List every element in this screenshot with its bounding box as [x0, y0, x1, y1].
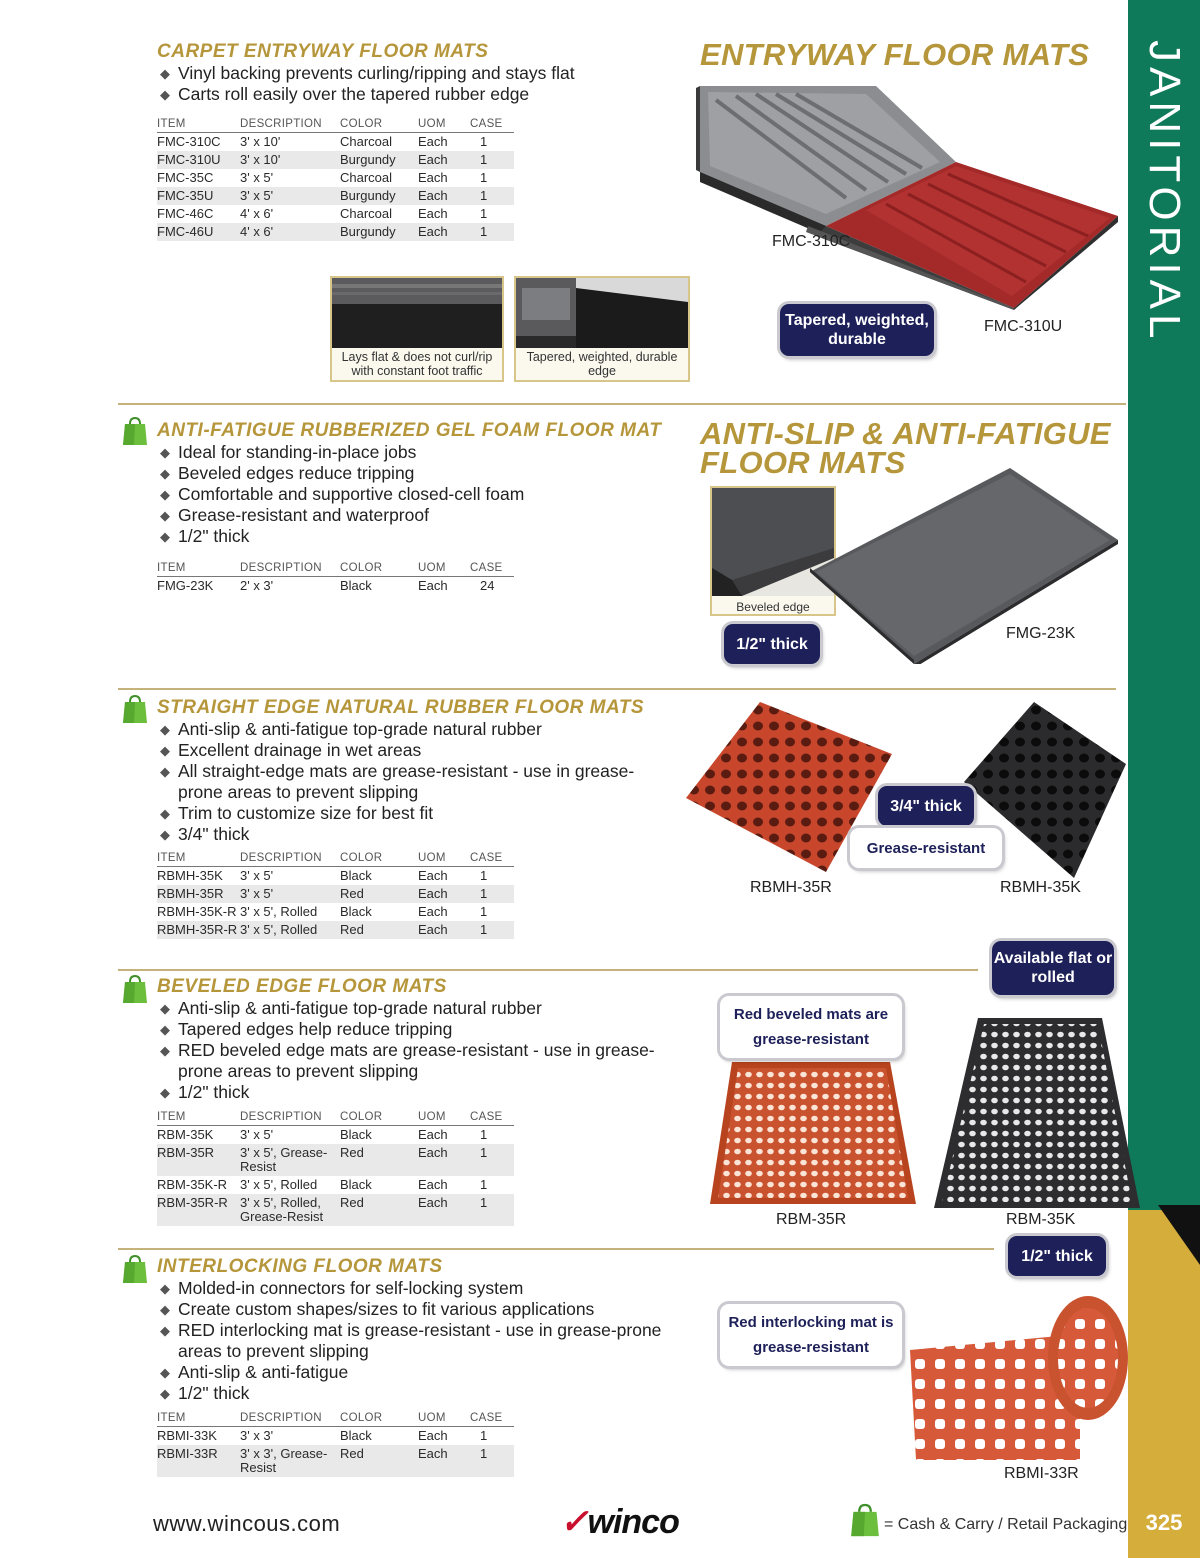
cell-uom: Each — [418, 885, 470, 903]
table-row — [157, 1427, 514, 1446]
table-row — [157, 133, 514, 152]
cell-color: Burgundy — [340, 223, 418, 241]
cell-item: RBMH-35R — [157, 885, 240, 903]
table-row — [157, 903, 514, 921]
red-beveled-mat-image — [710, 1058, 916, 1206]
cell-case: 24 — [480, 578, 495, 593]
list-item: ◆ Create custom shapes/sizes to fit various applications — [158, 1299, 678, 1320]
cell-uom: Each — [418, 170, 448, 185]
interlocking-spec-table — [157, 1410, 514, 1477]
cell-item: RBMH-35K-R — [157, 904, 237, 919]
col-case: CASE — [470, 850, 514, 867]
straight-bullets — [158, 719, 648, 845]
list-item: ◆ All straight-edge mats are grease-resistant - use in grease-prone areas to prevent slipping — [158, 761, 648, 803]
label-rbm-35k: RBM-35K — [1006, 1211, 1076, 1228]
beveled-edge-caption: Beveled edge — [736, 600, 810, 614]
col-color: COLOR — [340, 116, 418, 133]
tapered-edge-image — [516, 278, 688, 348]
cell-color: Red — [340, 1445, 418, 1477]
carpet-spec-table — [157, 116, 514, 241]
straight-spec-table — [157, 850, 514, 939]
label-rbmh-35k: RBMH-35K — [1000, 879, 1081, 896]
flat-or-rolled-badge: Available flat or rolled — [992, 941, 1114, 995]
red-beveled-grease-badge: Red beveled mats are grease-resistant — [720, 996, 902, 1058]
cell-desc: 3' x 10' — [240, 151, 340, 169]
cell-item: RBM-35R — [157, 1144, 240, 1176]
col-item: ITEM — [157, 1109, 240, 1126]
entryway-mats-image — [696, 86, 1118, 310]
list-item: ◆ Ideal for standing-in-place jobs — [158, 442, 678, 463]
cell-case: 1 — [480, 904, 488, 919]
cell-color: Black — [340, 904, 372, 919]
interlocking-mat-image — [910, 1294, 1128, 1460]
list-item: ◆ RED beveled edge mats are grease-resistant - use in grease-prone areas to prevent slipping — [158, 1040, 658, 1082]
carpet-detail-photo-2 — [514, 276, 690, 382]
table-row — [157, 151, 514, 169]
shopping-bag-icon — [850, 1502, 880, 1538]
cell-case: 1 — [470, 1144, 514, 1176]
cell-uom: Each — [418, 187, 470, 205]
cell-case: 1 — [480, 134, 488, 149]
cell-item: RBM-35K-R — [157, 1177, 228, 1192]
page-number: 325 — [1145, 1510, 1183, 1535]
interlocking-bullets — [158, 1278, 678, 1404]
cell-item: RBMI-33R — [157, 1445, 240, 1477]
col-case: CASE — [470, 116, 514, 133]
cell-desc: 3' x 5' — [240, 187, 340, 205]
cell-color: Charcoal — [340, 170, 393, 185]
cell-uom: Each — [418, 206, 448, 221]
cell-desc: 3' x 10' — [240, 134, 281, 149]
cell-case: 1 — [470, 921, 514, 939]
section-divider — [118, 969, 978, 971]
table-row — [157, 1176, 514, 1194]
category-title: JANITORIAL — [1140, 40, 1189, 344]
list-item: ◆ 3/4" thick — [158, 824, 648, 845]
section-divider — [118, 688, 1116, 690]
list-item: ◆ Comfortable and supportive closed-cell foam — [158, 484, 678, 505]
cell-desc: 3' x 5', Rolled — [240, 1177, 318, 1192]
beveled-section-title: BEVELED EDGE FLOOR MATS — [157, 976, 447, 997]
list-item: ◆ Carts roll easily over the tapered rubber edge — [158, 84, 678, 105]
col-description: DESCRIPTION — [240, 116, 340, 133]
col-item: ITEM — [157, 850, 240, 867]
list-item: ◆ 1/2" thick — [158, 1383, 678, 1404]
label-rbmi-33r: RBMI-33R — [1004, 1465, 1079, 1482]
cell-color: Charcoal — [340, 206, 393, 221]
cell-case: 1 — [470, 1445, 514, 1477]
col-item: ITEM — [157, 116, 240, 133]
cell-uom: Each — [418, 151, 470, 169]
col-uom: UOM — [418, 116, 470, 133]
cell-color: Red — [340, 1144, 418, 1176]
winco-logo-mark: ✓ — [560, 1503, 588, 1541]
cell-item: FMC-310C — [157, 134, 221, 149]
cell-desc: 3' x 5' — [240, 170, 274, 185]
col-item: ITEM — [157, 560, 240, 577]
table-row — [157, 1126, 514, 1145]
table-row — [157, 1445, 514, 1477]
gel-spec-table — [157, 560, 514, 595]
cell-uom: Each — [418, 223, 470, 241]
label-fmc-310u: FMC-310U — [984, 318, 1063, 335]
cell-item: RBMH-35R-R — [157, 921, 240, 939]
list-item: ◆ Anti-slip & anti-fatigue top-grade natural rubber — [158, 719, 648, 740]
col-case: CASE — [470, 1410, 514, 1427]
list-item: ◆ Molded-in connectors for self-locking system — [158, 1278, 678, 1299]
cell-uom: Each — [418, 1445, 470, 1477]
winco-logo — [560, 1502, 679, 1542]
sidebar-notch — [1158, 1205, 1200, 1265]
cell-uom: Each — [418, 578, 448, 593]
beveled-bullets — [158, 998, 658, 1103]
col-description: DESCRIPTION — [240, 1109, 340, 1126]
col-item: ITEM — [157, 1410, 240, 1427]
cell-case: 1 — [470, 223, 514, 241]
list-item: ◆ 1/2" thick — [158, 1082, 658, 1103]
cell-desc: 3' x 5', Grease-Resist — [240, 1144, 340, 1176]
table-row — [157, 187, 514, 205]
cell-item: FMC-35U — [157, 187, 240, 205]
three-quarter-inch-badge: 3/4" thick — [878, 786, 974, 826]
cell-desc: 2' x 3' — [240, 578, 274, 593]
col-case: CASE — [470, 1109, 514, 1126]
cell-uom: Each — [418, 904, 448, 919]
table-row — [157, 205, 514, 223]
cell-item: RBMH-35K — [157, 868, 223, 883]
cell-case: 1 — [470, 187, 514, 205]
entryway-title: ENTRYWAY FLOOR MATS — [700, 37, 1090, 72]
cell-case: 1 — [470, 151, 514, 169]
table-row — [157, 1144, 514, 1176]
shopping-bag-icon — [122, 416, 148, 446]
table-row — [157, 921, 514, 939]
list-item: ◆ 1/2" thick — [158, 526, 678, 547]
carpet-detail-photo-1 — [330, 276, 504, 382]
section-divider — [118, 403, 1126, 405]
anti-slip-title-line2: FLOOR MATS — [700, 445, 906, 480]
col-case: CASE — [470, 560, 514, 577]
cell-uom: Each — [418, 868, 448, 883]
cell-case: 1 — [480, 1177, 488, 1192]
list-item: ◆ Anti-slip & anti-fatigue — [158, 1362, 678, 1383]
carpet-edge-image — [332, 278, 502, 348]
cell-color: Red — [340, 1194, 418, 1226]
tapered-weighted-badge: Tapered, weighted, durable — [780, 304, 934, 356]
cell-color: Black — [340, 1177, 372, 1192]
table-row — [157, 1194, 514, 1226]
col-description: DESCRIPTION — [240, 560, 340, 577]
col-color: COLOR — [340, 850, 418, 867]
table-row — [157, 223, 514, 241]
cell-color: Charcoal — [340, 134, 393, 149]
cell-case: 1 — [480, 206, 488, 221]
label-rbm-35r: RBM-35R — [776, 1211, 847, 1228]
shopping-bag-icon — [122, 694, 148, 724]
cell-color: Black — [340, 1428, 372, 1443]
beveled-spec-table — [157, 1109, 514, 1226]
cell-item: FMG-23K — [157, 578, 214, 593]
list-item: ◆ Trim to customize size for best fit — [158, 803, 648, 824]
cell-color: Red — [340, 885, 418, 903]
table-row — [157, 867, 514, 886]
carpet-bullets — [158, 63, 678, 105]
cell-item: FMC-35C — [157, 170, 214, 185]
col-uom: UOM — [418, 850, 470, 867]
shopping-bag-icon — [122, 974, 148, 1004]
col-uom: UOM — [418, 1109, 470, 1126]
cell-case: 1 — [480, 868, 488, 883]
cell-case: 1 — [470, 885, 514, 903]
cell-uom: Each — [418, 134, 448, 149]
label-fmg-23k: FMG-23K — [1006, 625, 1076, 642]
cell-desc: 3' x 3' — [240, 1428, 274, 1443]
carpet-caption-2: Tapered, weighted, durable edge — [526, 350, 678, 378]
red-interlocking-grease-badge: Red interlocking mat is grease-resistant — [720, 1304, 902, 1366]
list-item: ◆ Tapered edges help reduce tripping — [158, 1019, 658, 1040]
col-description: DESCRIPTION — [240, 850, 340, 867]
cell-case: 1 — [480, 1428, 488, 1443]
cell-uom: Each — [418, 921, 470, 939]
table-row — [157, 169, 514, 187]
table-row — [157, 577, 514, 596]
cell-desc: 3' x 5' — [240, 885, 340, 903]
list-item: ◆ Anti-slip & anti-fatigue top-grade natural rubber — [158, 998, 658, 1019]
black-beveled-mat-image — [934, 1018, 1140, 1210]
gel-section-title: ANTI-FATIGUE RUBBERIZED GEL FOAM FLOOR MAT — [157, 420, 662, 441]
cell-desc: 3' x 5', Rolled — [240, 921, 340, 939]
cell-desc: 3' x 3', Grease-Resist — [240, 1445, 340, 1477]
cell-item: RBM-35R-R — [157, 1194, 240, 1226]
cell-case: 1 — [480, 170, 488, 185]
straight-section-title: STRAIGHT EDGE NATURAL RUBBER FLOOR MATS — [157, 697, 645, 718]
website-link[interactable]: www.wincous.com — [153, 1511, 341, 1536]
cell-color: Black — [340, 578, 372, 593]
col-uom: UOM — [418, 1410, 470, 1427]
interlocking-section-title: INTERLOCKING FLOOR MATS — [157, 1256, 443, 1277]
cell-uom: Each — [418, 1144, 470, 1176]
winco-logo-text: winco — [587, 1503, 679, 1541]
list-item: ◆ Grease-resistant and waterproof — [158, 505, 678, 526]
cell-color: Red — [340, 921, 418, 939]
cell-uom: Each — [418, 1177, 448, 1192]
col-color: COLOR — [340, 1109, 418, 1126]
col-color: COLOR — [340, 560, 418, 577]
cell-item: RBMI-33K — [157, 1428, 217, 1443]
cell-uom: Each — [418, 1194, 470, 1226]
cell-color: Black — [340, 1127, 372, 1142]
section-divider — [118, 1248, 994, 1250]
anti-slip-title-line1: ANTI-SLIP & ANTI-FATIGUE — [700, 416, 1111, 451]
carpet-caption-1: Lays flat & does not curl/rip with constant foot traffic — [341, 350, 493, 378]
legend-text: = Cash & Carry / Retail Packaging — [884, 1516, 1128, 1533]
cell-case: 1 — [470, 1194, 514, 1226]
cell-desc: 4' x 6' — [240, 223, 340, 241]
shopping-bag-icon — [122, 1254, 148, 1284]
cell-desc: 3' x 5', Rolled, Grease-Resist — [240, 1194, 340, 1226]
half-inch-badge-beveled: 1/2" thick — [1008, 1236, 1106, 1276]
table-row — [157, 885, 514, 903]
list-item: ◆ Vinyl backing prevents curling/ripping and stays flat — [158, 63, 678, 84]
cell-uom: Each — [418, 1127, 448, 1142]
cell-desc: 3' x 5' — [240, 868, 274, 883]
cell-item: FMC-310U — [157, 151, 240, 169]
cell-color: Burgundy — [340, 187, 418, 205]
cell-desc: 4' x 6' — [240, 206, 274, 221]
col-uom: UOM — [418, 560, 470, 577]
grease-resistant-badge: Grease-resistant — [850, 828, 1002, 868]
label-rbmh-35r: RBMH-35R — [750, 879, 832, 896]
gel-bullets — [158, 442, 678, 547]
cell-item: FMC-46U — [157, 223, 240, 241]
cell-color: Burgundy — [340, 151, 418, 169]
cell-item: RBM-35K — [157, 1127, 214, 1142]
carpet-section-title: CARPET ENTRYWAY FLOOR MATS — [157, 41, 489, 62]
half-inch-badge: 1/2" thick — [724, 624, 820, 664]
cell-color: Black — [340, 868, 372, 883]
col-color: COLOR — [340, 1410, 418, 1427]
cell-uom: Each — [418, 1428, 448, 1443]
col-description: DESCRIPTION — [240, 1410, 340, 1427]
cell-desc: 3' x 5' — [240, 1127, 274, 1142]
list-item: ◆ RED interlocking mat is grease-resistant - use in grease-prone areas to prevent slipping — [158, 1320, 678, 1362]
cell-item: FMC-46C — [157, 206, 214, 221]
cell-case: 1 — [480, 1127, 488, 1142]
list-item: ◆ Excellent drainage in wet areas — [158, 740, 648, 761]
label-fmc-310c: FMC-310C — [772, 233, 851, 250]
list-item: ◆ Beveled edges reduce tripping — [158, 463, 678, 484]
cell-desc: 3' x 5', Rolled — [240, 904, 318, 919]
